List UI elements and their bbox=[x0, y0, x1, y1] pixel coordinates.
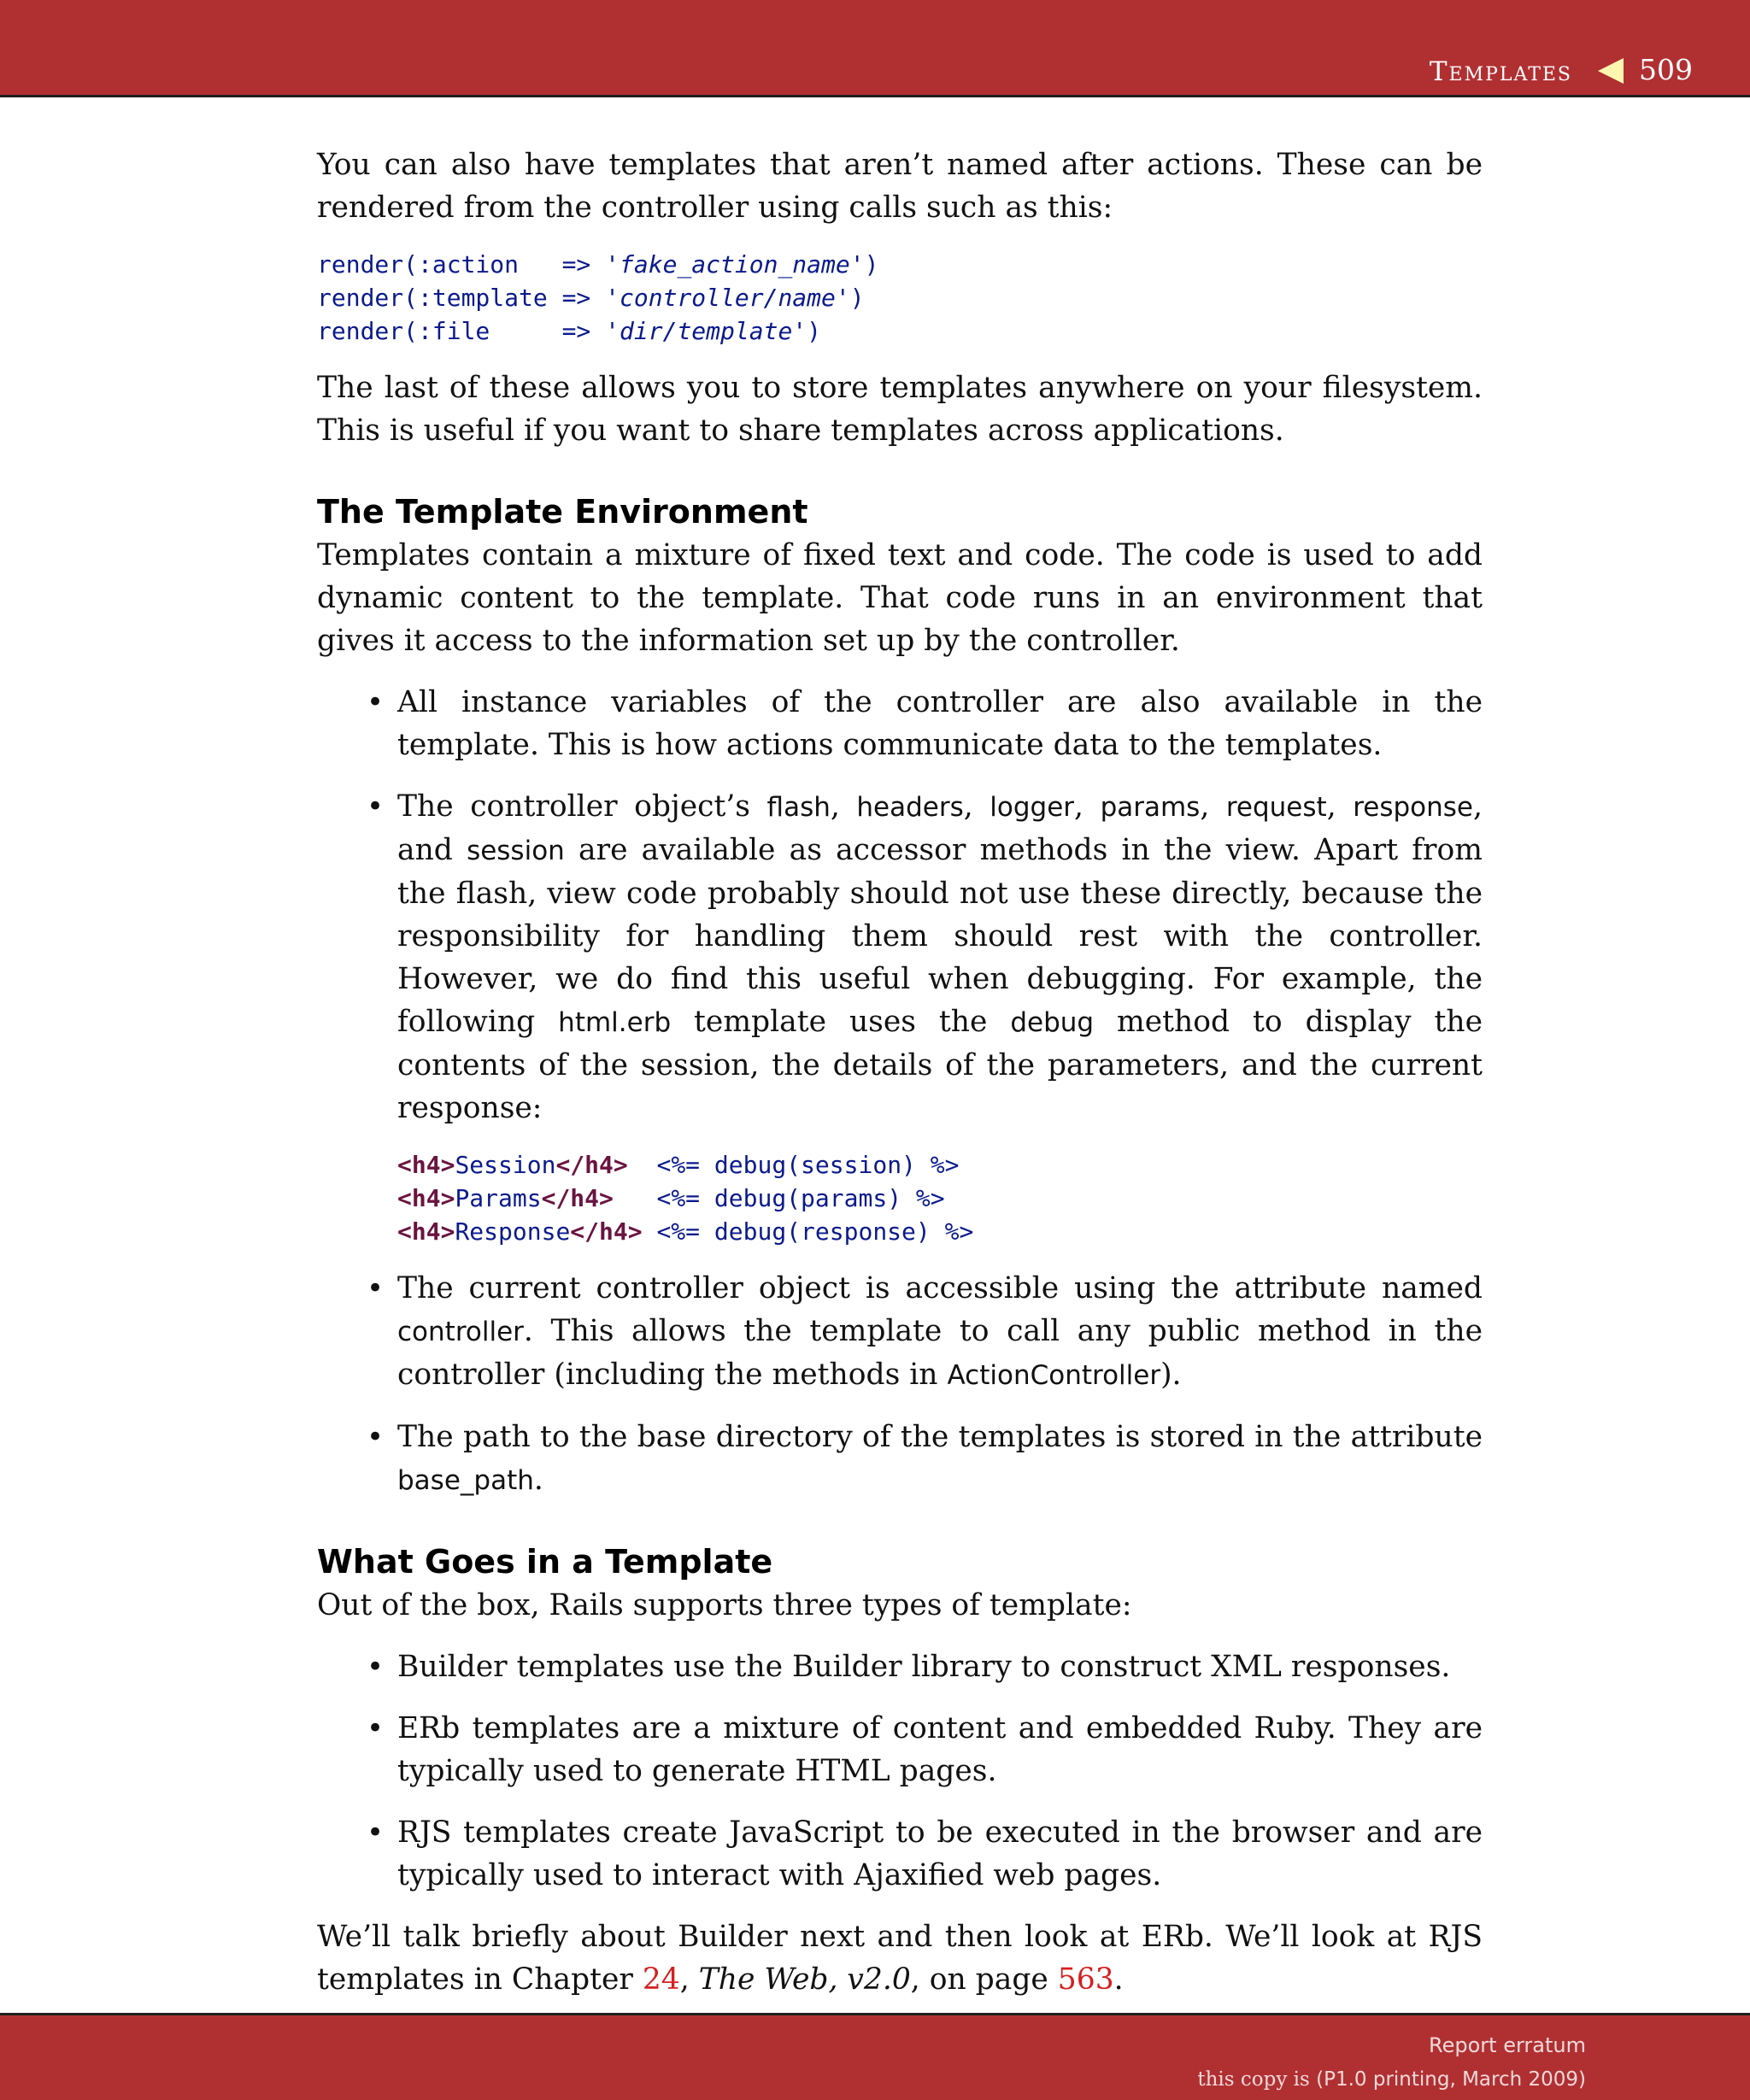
bullet-icon: • bbox=[367, 685, 385, 719]
section-heading-what-goes-in-template: What Goes in a Template bbox=[317, 1543, 773, 1581]
page-content bbox=[317, 144, 1483, 2001]
running-title: Templates bbox=[1429, 56, 1572, 87]
template-environment-paragraph: Templates contain a mixture of fixed text and code. The code is used to add dynamic content to the template. That code runs in an environment that gives it access to the information set up by the controller. bbox=[317, 538, 1483, 658]
bullet-icon: • bbox=[367, 1650, 385, 1684]
section-heading-template-environment: The Template Environment bbox=[317, 493, 808, 531]
list-item: • RJS templates create JavaScript to be executed in the browser and are typically used to interact with Ajaxified web pages. bbox=[317, 1811, 1483, 1897]
list-item: • The controller object’s flash, headers, logger, params, request, response, and session are available as accessor methods in the view. Apart from the flash, view code probably should not use these directly, because the responsibility for handling them should rest with the controller. However, we do find this useful when debugging. For example, the following html.erb template uses the debug method to display the contents of the session, the details of the parameters, and the current response: <h4>Session</h4> <%= debug(session) %> <h4>Params</h4> <%= debug(params) %> <h4>Response</h4> <%= debug(response) %> bbox=[317, 785, 1483, 1248]
code-line: render(:file => 'dir/template') bbox=[317, 317, 822, 345]
chapter-title: The Web, v2.0 bbox=[698, 1962, 911, 1997]
bullet-icon: • bbox=[367, 1816, 385, 1850]
list-item: • ERb templates are a mixture of content and embedded Ruby. They are typically used to generate HTML pages. bbox=[317, 1707, 1483, 1792]
list-item: • The current controller object is accessible using the attribute named controller. This allows the template to call any public method in the controller (including the methods in ActionController). bbox=[317, 1267, 1483, 1397]
filesystem-paragraph: The last of these allows you to store templates anywhere on your filesystem. This is useful if you want to share templates across applications. bbox=[317, 371, 1483, 448]
code-line: render(:action => 'fake_action_name') bbox=[317, 250, 879, 279]
page-footer-band bbox=[0, 2013, 1750, 2100]
render-code-block bbox=[317, 248, 1483, 348]
code-line: <h4>Response</h4> <%= debug(response) %> bbox=[397, 1217, 974, 1246]
code-line: render(:template => 'controller/name') bbox=[317, 284, 865, 312]
code-line: <h4>Session</h4> <%= debug(session) %> bbox=[397, 1151, 960, 1179]
report-erratum-link[interactable]: Report erratum bbox=[1429, 2033, 1586, 2057]
chapter-link[interactable]: 24 bbox=[642, 1962, 680, 1997]
bullet-icon: • bbox=[367, 789, 385, 824]
bullet-icon: • bbox=[367, 1420, 385, 1454]
environment-bullet-list bbox=[317, 681, 1483, 1502]
bullet-icon: • bbox=[367, 1271, 385, 1305]
list-item: • Builder templates use the Builder library to construct XML responses. bbox=[317, 1645, 1483, 1688]
copy-note: this copy is (P1.0 printing, March 2009) bbox=[1197, 2068, 1586, 2091]
closing-paragraph: We’ll talk briefly about Builder next and then look at ERb. We’ll look at RJS templates in Chapter 24, The Web, v2.0, on page 563. bbox=[317, 1920, 1483, 1997]
debug-code-block bbox=[397, 1148, 1483, 1248]
intro-paragraph: You can also have templates that aren’t named after actions. These can be rendered from the controller using calls such as this: bbox=[317, 148, 1483, 225]
page-link[interactable]: 563 bbox=[1057, 1962, 1114, 1997]
bullet-icon: • bbox=[367, 1711, 385, 1745]
list-item: • The path to the base directory of the templates is stored in the attribute base_path. bbox=[317, 1416, 1483, 1502]
code-line: <h4>Params</h4> <%= debug(params) %> bbox=[397, 1184, 945, 1212]
page-header-band bbox=[0, 0, 1750, 97]
list-item: • All instance variables of the controller are also available in the template. This is how actions communicate data to the templates. bbox=[317, 681, 1483, 766]
page-number: 509 bbox=[1639, 53, 1693, 86]
previous-page-arrow-icon[interactable] bbox=[1598, 58, 1624, 84]
template-types-bullet-list bbox=[317, 1645, 1483, 1897]
template-types-paragraph: Out of the box, Rails supports three types of template: bbox=[317, 1588, 1132, 1622]
